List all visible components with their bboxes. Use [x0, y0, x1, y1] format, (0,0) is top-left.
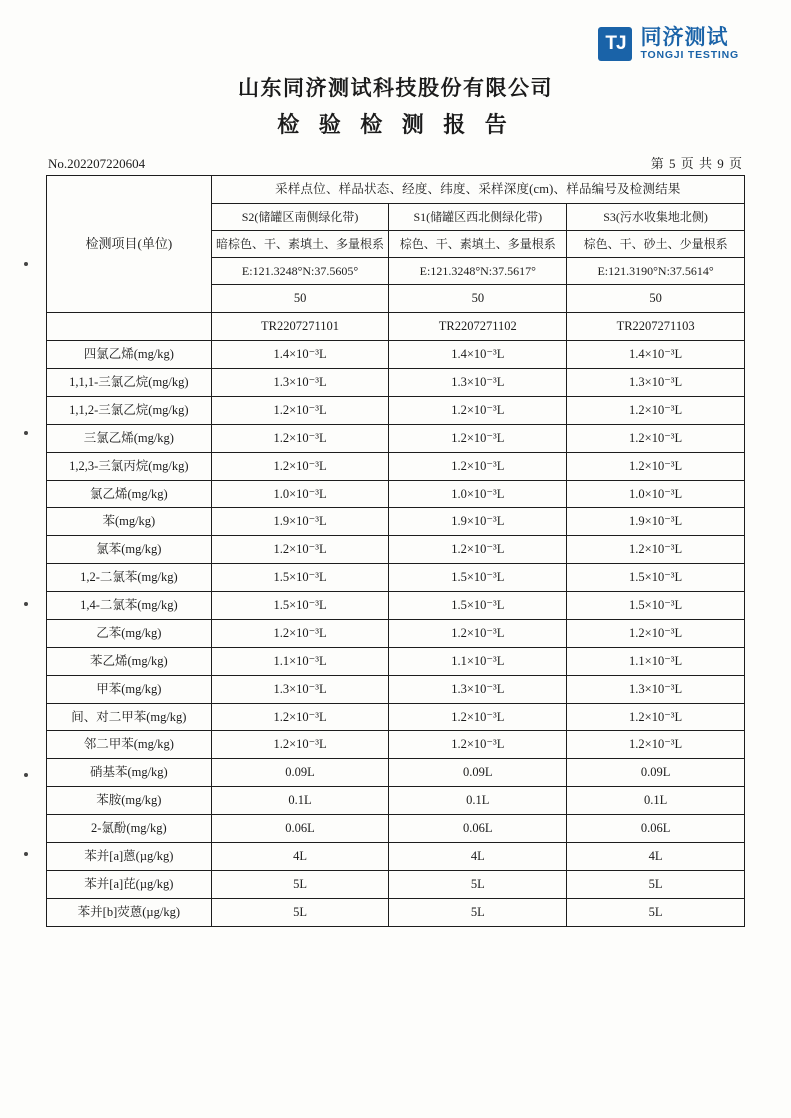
depth-1: 50: [211, 285, 389, 313]
result-value: 1.2×10⁻³L: [389, 619, 567, 647]
table-row: [47, 647, 745, 675]
result-value: 0.06L: [211, 815, 389, 843]
margin-punch-mark: [24, 262, 28, 266]
site-label-3: S3(污水收集地北侧): [567, 203, 745, 230]
result-value: 1.9×10⁻³L: [567, 508, 745, 536]
result-value: 1.3×10⁻³L: [389, 369, 567, 397]
result-value: 5L: [211, 870, 389, 898]
analyte-name: 间、对二甲苯(mg/kg): [47, 703, 212, 731]
table-row: [47, 536, 745, 564]
table-row: [47, 815, 745, 843]
margin-punch-mark: [24, 602, 28, 606]
result-value: 5L: [567, 898, 745, 926]
site-label-1: S2(储罐区南侧绿化带): [211, 203, 389, 230]
result-value: 0.06L: [567, 815, 745, 843]
table-row: [47, 787, 745, 815]
result-value: 1.5×10⁻³L: [389, 564, 567, 592]
sample-desc-1: 暗棕色、干、素填土、多量根系: [211, 231, 389, 258]
result-value: 1.9×10⁻³L: [211, 508, 389, 536]
table-row: [47, 452, 745, 480]
result-value: 4L: [211, 842, 389, 870]
result-value: 1.0×10⁻³L: [389, 480, 567, 508]
result-value: 0.09L: [389, 759, 567, 787]
result-value: 1.2×10⁻³L: [211, 619, 389, 647]
analyte-name: 苯乙烯(mg/kg): [47, 647, 212, 675]
page-title: 检 验 检 测 报 告: [277, 112, 514, 137]
result-value: 1.3×10⁻³L: [567, 369, 745, 397]
result-value: 0.09L: [211, 759, 389, 787]
sample-desc-2: 棕色、干、素填土、多量根系: [389, 231, 567, 258]
analyte-name: 三氯乙烯(mg/kg): [47, 424, 212, 452]
analyte-name: 苯并[b]荧蒽(µg/kg): [47, 898, 212, 926]
analyte-name: 1,4-二氯苯(mg/kg): [47, 592, 212, 620]
analyte-name: 1,2,3-三氯丙烷(mg/kg): [47, 452, 212, 480]
result-value: 1.2×10⁻³L: [567, 452, 745, 480]
table-row: [47, 731, 745, 759]
page-number: 第 5 页 共 9 页: [650, 156, 743, 171]
result-value: 1.5×10⁻³L: [567, 592, 745, 620]
table-row: [47, 313, 745, 341]
table-row: [47, 369, 745, 397]
result-value: 1.2×10⁻³L: [211, 452, 389, 480]
table-row: [47, 703, 745, 731]
table-row: [47, 480, 745, 508]
results-rows: [47, 341, 745, 926]
analyte-name: 1,2-二氯苯(mg/kg): [47, 564, 212, 592]
table-row: [47, 898, 745, 926]
analyte-name: 2-氯酚(mg/kg): [47, 815, 212, 843]
tongji-logo-icon: TJ: [598, 27, 632, 61]
table-row: [47, 176, 745, 204]
result-value: 1.3×10⁻³L: [211, 675, 389, 703]
result-value: 1.0×10⁻³L: [567, 480, 745, 508]
result-value: 1.2×10⁻³L: [567, 731, 745, 759]
analyte-name: 乙苯(mg/kg): [47, 619, 212, 647]
result-value: 1.3×10⁻³L: [211, 369, 389, 397]
logo-name-en: TONGJI TESTING: [640, 48, 739, 61]
sample-id-row-label: [47, 313, 212, 341]
table-row: [47, 396, 745, 424]
result-value: 1.5×10⁻³L: [211, 564, 389, 592]
analyte-name: 邻二甲苯(mg/kg): [47, 731, 212, 759]
analyte-name: 四氯乙烯(mg/kg): [47, 341, 212, 369]
result-value: 1.9×10⁻³L: [389, 508, 567, 536]
sample-id-2: TR2207271102: [389, 313, 567, 341]
company-name: 山东同济测试科技股份有限公司: [238, 76, 553, 100]
analyte-name: 苯并[a]蒽(µg/kg): [47, 842, 212, 870]
sampling-info-header: 采样点位、样品状态、经度、纬度、采样深度(cm)、样品编号及检测结果: [211, 176, 744, 204]
result-value: 1.4×10⁻³L: [389, 341, 567, 369]
result-value: 5L: [211, 898, 389, 926]
table-row: [47, 592, 745, 620]
report-meta: [46, 153, 745, 175]
coordinate-2: E:121.3248°N:37.5617°: [389, 258, 567, 285]
result-value: 1.2×10⁻³L: [211, 731, 389, 759]
analyte-name: 1,1,1-三氯乙烷(mg/kg): [47, 369, 212, 397]
analyte-name: 苯并[a]芘(µg/kg): [47, 870, 212, 898]
sample-desc-3: 棕色、干、砂土、少量根系: [567, 231, 745, 258]
logo-row: [46, 18, 745, 70]
depth-3: 50: [567, 285, 745, 313]
result-value: 0.1L: [211, 787, 389, 815]
analyte-name: 苯(mg/kg): [47, 508, 212, 536]
result-value: 1.3×10⁻³L: [389, 675, 567, 703]
table-row: [47, 759, 745, 787]
sample-id-1: TR2207271101: [211, 313, 389, 341]
result-value: 0.09L: [567, 759, 745, 787]
result-value: 1.2×10⁻³L: [211, 396, 389, 424]
depth-2: 50: [389, 285, 567, 313]
table-row: [47, 424, 745, 452]
result-value: 1.2×10⁻³L: [211, 703, 389, 731]
result-value: 4L: [567, 842, 745, 870]
result-value: 1.5×10⁻³L: [567, 564, 745, 592]
result-value: 5L: [389, 870, 567, 898]
analyte-name: 甲苯(mg/kg): [47, 675, 212, 703]
result-value: 1.2×10⁻³L: [389, 731, 567, 759]
margin-punch-mark: [24, 852, 28, 856]
result-value: 4L: [389, 842, 567, 870]
result-value: 1.2×10⁻³L: [567, 424, 745, 452]
analyte-name: 苯胺(mg/kg): [47, 787, 212, 815]
result-value: 1.2×10⁻³L: [567, 536, 745, 564]
table-row: [47, 564, 745, 592]
table-row: [47, 508, 745, 536]
analyte-name: 硝基苯(mg/kg): [47, 759, 212, 787]
logo-text: [640, 27, 739, 60]
result-value: 1.2×10⁻³L: [389, 703, 567, 731]
result-value: 1.2×10⁻³L: [567, 396, 745, 424]
result-value: 1.2×10⁻³L: [389, 424, 567, 452]
result-value: 1.3×10⁻³L: [567, 675, 745, 703]
sample-id-3: TR2207271103: [567, 313, 745, 341]
result-value: 1.5×10⁻³L: [211, 592, 389, 620]
result-value: 1.1×10⁻³L: [567, 647, 745, 675]
logo-name-cn: 同济测试: [640, 26, 729, 50]
table-row: [47, 870, 745, 898]
result-value: 1.0×10⁻³L: [211, 480, 389, 508]
result-value: 1.1×10⁻³L: [389, 647, 567, 675]
result-value: 5L: [389, 898, 567, 926]
item-column-header: 检测项目(单位): [47, 176, 212, 313]
table-row: [47, 619, 745, 647]
result-value: 1.5×10⁻³L: [389, 592, 567, 620]
company-logo: [598, 27, 739, 61]
coordinate-1: E:121.3248°N:37.5605°: [211, 258, 389, 285]
report-number: No.202207220604: [48, 156, 146, 171]
result-value: 1.1×10⁻³L: [211, 647, 389, 675]
analyte-name: 氯乙烯(mg/kg): [47, 480, 212, 508]
analyte-name: 1,1,2-三氯乙烷(mg/kg): [47, 396, 212, 424]
result-value: 1.2×10⁻³L: [389, 536, 567, 564]
site-label-2: S1(储罐区西北侧绿化带): [389, 203, 567, 230]
margin-punch-mark: [24, 773, 28, 777]
result-value: 1.2×10⁻³L: [389, 452, 567, 480]
table-row: [47, 341, 745, 369]
result-value: 0.06L: [389, 815, 567, 843]
result-value: 1.2×10⁻³L: [211, 536, 389, 564]
result-value: 1.4×10⁻³L: [567, 341, 745, 369]
table-row: [47, 842, 745, 870]
result-value: 5L: [567, 870, 745, 898]
result-value: 0.1L: [567, 787, 745, 815]
table-row: [47, 675, 745, 703]
result-value: 1.2×10⁻³L: [389, 396, 567, 424]
result-value: 1.4×10⁻³L: [211, 341, 389, 369]
margin-punch-mark: [24, 431, 28, 435]
coordinate-3: E:121.3190°N:37.5614°: [567, 258, 745, 285]
result-value: 1.2×10⁻³L: [567, 619, 745, 647]
results-table: [46, 175, 745, 927]
result-value: 0.1L: [389, 787, 567, 815]
result-value: 1.2×10⁻³L: [211, 424, 389, 452]
analyte-name: 氯苯(mg/kg): [47, 536, 212, 564]
result-value: 1.2×10⁻³L: [567, 703, 745, 731]
